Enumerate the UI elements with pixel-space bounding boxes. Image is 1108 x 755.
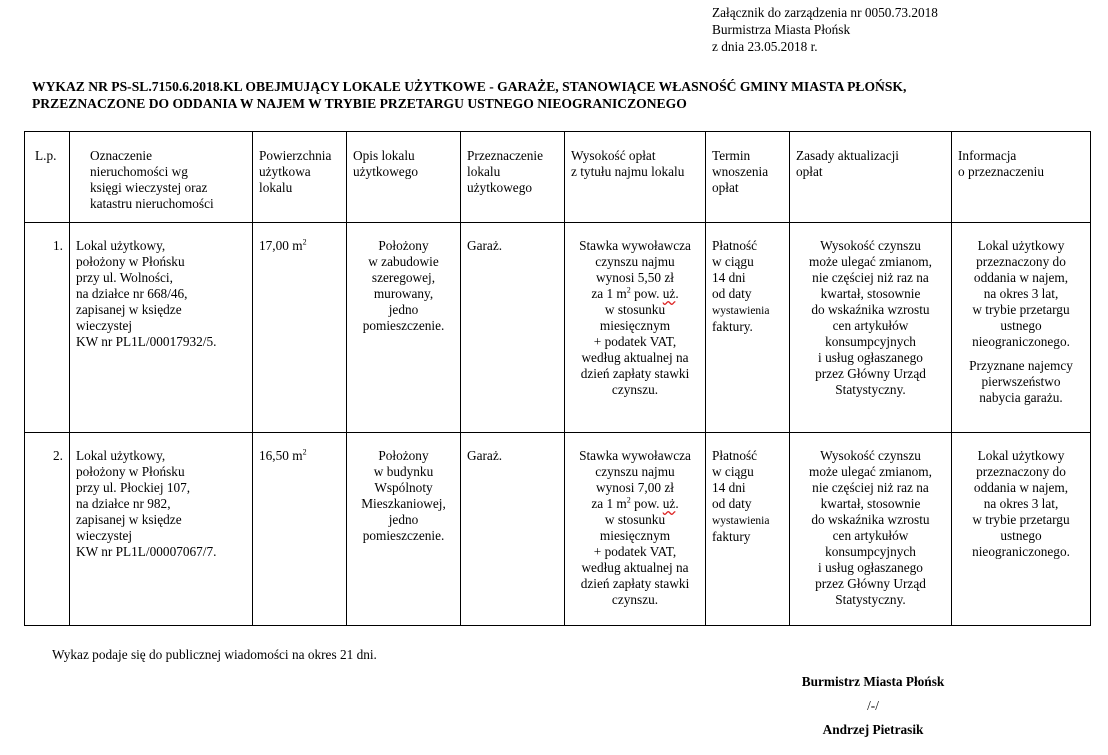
signature-mark: /-/: [867, 698, 879, 713]
table-row: [25, 223, 1091, 433]
cell-purpose: Garaż.: [461, 433, 565, 626]
table-header-row: [25, 132, 1091, 223]
cell-description: Położony w zabudowie szeregowej, murowany, jedno pomieszczenie.: [347, 223, 461, 433]
header-area: Powierzchnia użytkowa lokalu: [253, 132, 347, 223]
attachment-line-1: Załącznik do zarządzenia nr 0050.73.2018: [712, 5, 938, 20]
premises-table: [24, 131, 1091, 626]
cell-description: Położony w budynku Wspólnoty Mieszkaniowej, jedno pomieszczenie.: [347, 433, 461, 626]
attachment-line-2: Burmistrza Miasta Płońsk: [712, 22, 851, 37]
publication-notice: Wykaz podaje się do publicznej wiadomości na okres 21 dni.: [52, 647, 377, 662]
cell-information: Lokal użytkowy przeznaczony do oddania w najem, na okres 3 lat, w trybie przetargu ustnego nieograniczonego. Przyznane najemcy pierwszeństwo nabycia garażu.: [952, 223, 1091, 433]
header-fee: Wysokość opłat z tytułu najmu lokalu: [565, 132, 706, 223]
cell-update-rules: Wysokość czynszu może ulegać zmianom, nie częściej niż raz na kwartał, stosownie do wskaźnika wzrostu cen artykułów konsumpcyjnych i usług ogłaszanego przez Główny Urząd Statystyczny.: [790, 223, 952, 433]
cell-purpose: Garaż.: [461, 223, 565, 433]
attachment-note: [712, 4, 938, 55]
signature-block: [740, 670, 1006, 742]
cell-lp: 2.: [25, 433, 70, 626]
cell-lp: 1.: [25, 223, 70, 433]
header-payment-term: Termin wnoszenia opłat: [706, 132, 790, 223]
header-purpose: Przeznaczenie lokalu użytkowego: [461, 132, 565, 223]
cell-designation: Lokal użytkowy, położony w Płońsku przy ul. Wolności, na działce nr 668/46, zapisanej w księdze wieczystej KW nr PL1L/00017932/5.: [70, 223, 253, 433]
header-lp: L.p.: [25, 132, 70, 223]
signer-name: Andrzej Pietrasik: [822, 722, 924, 737]
cell-payment-term: Płatność w ciągu 14 dni od daty wystawienia faktury.: [706, 223, 790, 433]
table-row: [25, 433, 1091, 626]
cell-area: 16,50 $m^2$: [253, 433, 347, 626]
cell-area: 17,00 $m^2$: [253, 223, 347, 433]
header-information: Informacja o przeznaczeniu: [952, 132, 1091, 223]
cell-fee: Stawka wywoławcza czynszu najmu wynosi 7,00 zł za 1 $m^2$ pow. uż. w stosunku miesięcznym + podatek VAT, według aktualnej na dzień zapłaty stawki czynszu.: [565, 433, 706, 626]
attachment-line-3: z dnia 23.05.2018 r.: [712, 39, 818, 54]
cell-information: Lokal użytkowy przeznaczony do oddania w najem, na okres 3 lat, w trybie przetargu ustnego nieograniczonego.: [952, 433, 1091, 626]
cell-designation: Lokal użytkowy, położony w Płońsku przy ul. Płockiej 107, na działce nr 982, zapisanej w księdze wieczystej KW nr PL1L/00007067/7.: [70, 433, 253, 626]
header-description: Opis lokalu użytkowego: [347, 132, 461, 223]
title-line-1: WYKAZ NR PS-SL.7150.6.2018.KL OBEJMUJĄCY LOKALE UŻYTKOWE - GARAŻE, STANOWIĄCE WŁASNOŚĆ GMINY MIASTA PŁOŃSK,: [32, 79, 907, 94]
cell-payment-term: Płatność w ciągu 14 dni od daty wystawienia faktury: [706, 433, 790, 626]
information-extra: Przyznane najemcy pierwszeństwo nabycia garażu.: [969, 358, 1073, 405]
cell-update-rules: Wysokość czynszu może ulegać zmianom, nie częściej niż raz na kwartał, stosownie do wskaźnika wzrostu cen artykułów konsumpcyjnych i usług ogłaszanego przez Główny Urząd Statystyczny.: [790, 433, 952, 626]
header-designation: Oznaczenie nieruchomości wg księgi wieczystej oraz katastru nieruchomości: [70, 132, 253, 223]
cell-fee: Stawka wywoławcza czynszu najmu wynosi 5,50 zł za 1 $m^2$ pow. uż. w stosunku miesięcznym + podatek VAT, według aktualnej na dzień zapłaty stawki czynszu.: [565, 223, 706, 433]
title-line-2: PRZEZNACZONE DO ODDANIA W NAJEM W TRYBIE PRZETARGU USTNEGO NIEOGRANICZONEGO: [32, 96, 687, 111]
document-title: [32, 78, 1092, 112]
signer-title: Burmistrz Miasta Płońsk: [801, 674, 945, 689]
header-update-rules: Zasady aktualizacji opłat: [790, 132, 952, 223]
